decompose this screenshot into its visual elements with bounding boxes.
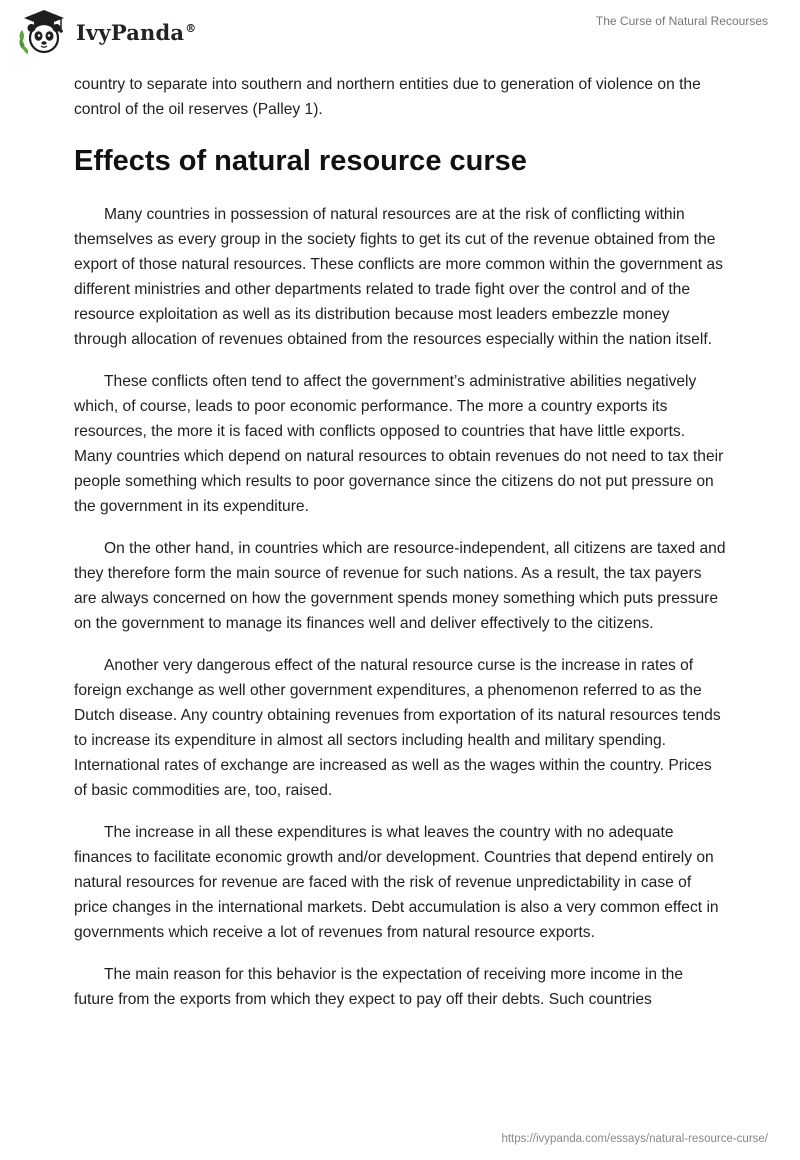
paragraph: The increase in all these expenditures is what leaves the country with no adequate finances to facilitate economic growth and/or development. Countries that depend entirely on natural resources for revenue are faced with the risk of revenue unpredictability in case of price changes in the international markets. Debt accumulation is also a very common effect in governments which receive a lot of revenues from natural resource exports. xyxy=(74,824,719,941)
brand-name: IvyPanda® xyxy=(76,19,197,45)
paragraph: The main reason for this behavior is the expectation of receiving more income in the future from the exports from which they expect to pay off their debts. Such countries xyxy=(74,966,684,1008)
paragraph: These conflicts often tend to affect the government’s administrative abilities negatively which, of course, leads to poor economic performance. The more a country exports its resources, the more it is faced with conflicts opposed to countries that have little exports. Many countries which depend on natural resources to obtain revenues do not need to tax their people something which results to poor governance since the citizens do not put pressure on the government in its expenditure. xyxy=(74,373,724,515)
panda-graduate-icon xyxy=(14,8,70,56)
registered-mark: ® xyxy=(185,21,197,35)
page-header xyxy=(0,0,800,60)
section-heading: Effects of natural resource curse xyxy=(74,145,527,177)
source-url[interactable]: https://ivypanda.com/essays/natural-resource-curse/ xyxy=(501,1133,768,1145)
paragraph: On the other hand, in countries which are resource-independent, all citizens are taxed and they therefore form the main source of revenue for such nations. As a result, the tax payers are always concerned on how the government spends money something which puts pressure on the government to manage its finances well and deliver effectively to the citizens. xyxy=(74,540,726,632)
intro-continuation: country to separate into southern and northern entities due to generation of violence on the control of the oil reserves (Palley 1). xyxy=(74,76,701,118)
paragraph: Another very dangerous effect of the natural resource curse is the increase in rates of foreign exchange as well other government expenditures, a phenomenon referred to as the Dutch disease. Any country obtaining revenues from exportation of its natural resources tends to increase its expenditure in almost all sectors including health and military spending. International rates of exchange are increased as well as the wages within the country. Prices of basic commodities are, too, raised. xyxy=(74,657,721,799)
document-title: The Curse of Natural Recourses xyxy=(595,14,768,28)
paragraph: Many countries in possession of natural resources are at the risk of conflicting within themselves as every group in the society fights to get its cut of the revenue obtained from the export of those natural resources. These conflicts are more common within the government as different ministries and other departments related to trade fight over the control and of the resource exploitation as well as its distribution because most leaders embezzle money through allocation of revenues obtained from the resources especially within the nation itself. xyxy=(74,206,723,348)
essay-body xyxy=(74,72,726,1029)
ivypanda-logo[interactable] xyxy=(14,8,196,56)
